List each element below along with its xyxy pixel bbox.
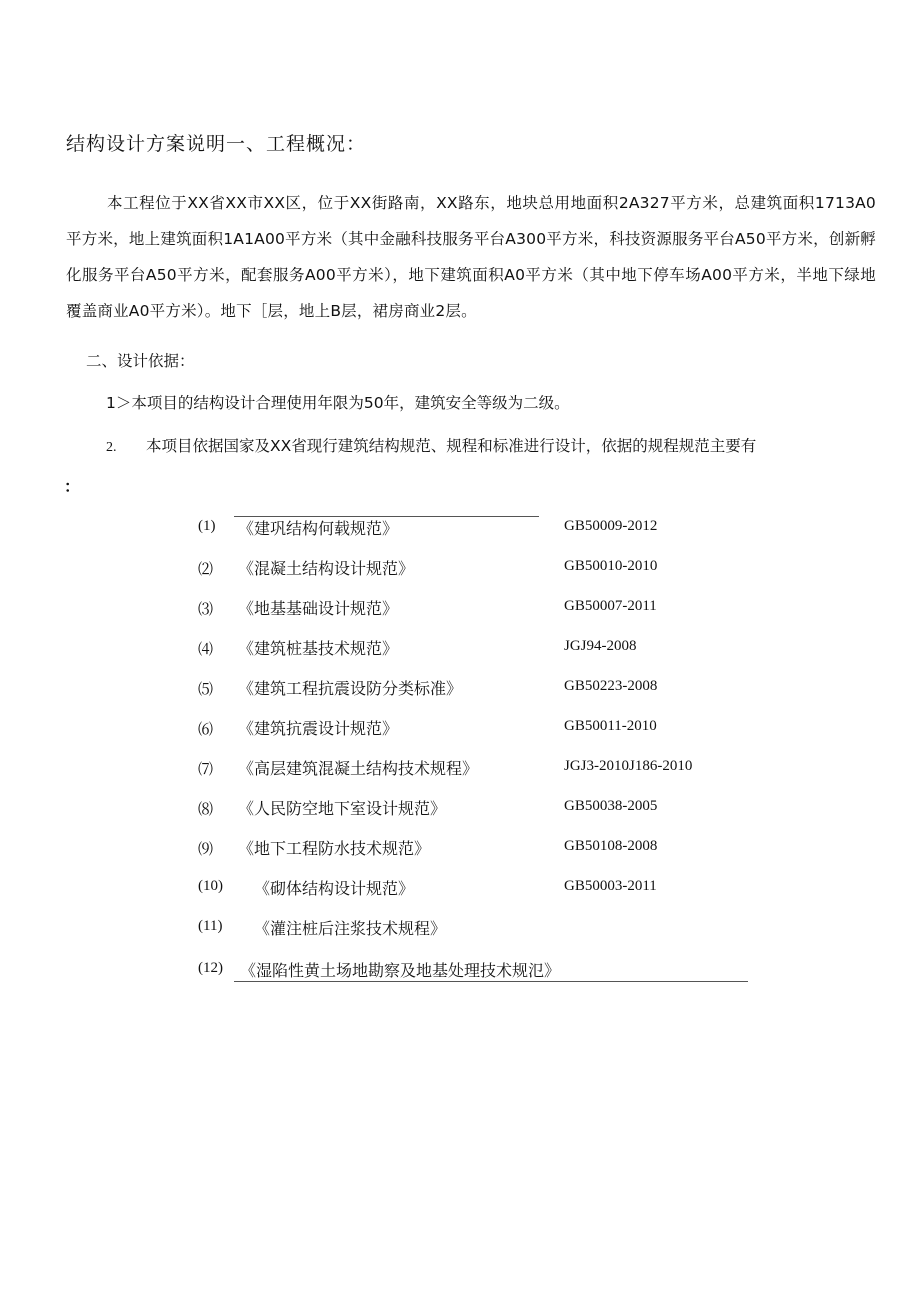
reference-row: [0, 794, 920, 824]
reference-index: (10): [198, 878, 223, 894]
reference-list-bottom-rule: [234, 981, 748, 982]
reference-index: ⑹: [198, 722, 214, 738]
reference-row: [0, 594, 920, 624]
reference-index: ⑷: [198, 642, 214, 658]
basis-item-2-number: 2.: [106, 440, 117, 455]
reference-name: 《高层建筑混凝土结构技术规程》: [238, 759, 479, 778]
reference-row: [0, 514, 920, 544]
reference-index: (12): [198, 960, 223, 976]
reference-row: [0, 554, 920, 584]
reference-row: [0, 874, 920, 904]
basis-item-2-continuation: ：: [64, 477, 81, 496]
reference-index: ⑼: [198, 842, 214, 858]
reference-row: [0, 714, 920, 744]
reference-code: GB50003-2011: [564, 878, 657, 894]
reference-code: JGJ3-2010J186-2010: [564, 758, 693, 774]
project-overview-paragraph: 本工程位于XX省XX市XX区，位于XX街路南，XX路东，地块总用地面积2A327平方米，总建筑面积1713A0平方米，地上建筑面积1A1A00平方米（其中金融科技服务平台A300平方米，科技资源服务平台A50平方米，创新孵化服务平台A50平方米，配套服务A00平方米），地下建筑面积A0平方米（其中地下停车场A00平方米，半地下绿地覆盖商业A0平方米）。地下［层，地上B层，裙房商业2层。: [66, 194, 876, 320]
reference-index: ⑻: [198, 802, 214, 818]
reference-code: GB50223-2008: [564, 678, 658, 694]
reference-code: GB50108-2008: [564, 838, 658, 854]
reference-name: 《混凝土结构设计规范》: [238, 559, 415, 578]
reference-name: 《灌注桩后注浆技术规程》: [254, 919, 447, 938]
reference-row: [0, 914, 920, 944]
reference-code: GB50009-2012: [564, 518, 658, 534]
reference-code: GB50011-2010: [564, 718, 657, 734]
reference-row: [0, 634, 920, 664]
reference-index: ⑺: [198, 762, 214, 778]
reference-code: GB50007-2011: [564, 598, 657, 614]
reference-row: [0, 754, 920, 784]
reference-name: 《人民防空地下室设计规范》: [238, 799, 447, 818]
reference-name: 《建筑桩基技术规范》: [238, 639, 399, 658]
reference-name: 《建巩结构何载规范》: [238, 519, 399, 538]
reference-index: ⑵: [198, 562, 214, 578]
section-heading-design-basis: 二、设计依据：: [86, 352, 195, 370]
reference-row: [0, 674, 920, 704]
reference-name: 《建筑抗震设计规范》: [238, 719, 399, 738]
reference-index: (11): [198, 918, 223, 934]
basis-item-1: 1＞本项目的结构设计合理使用年限为50年，建筑安全等级为二级。: [106, 394, 570, 412]
reference-name: 《地下工程防水技术规范》: [238, 839, 431, 858]
reference-name: 《地基基础设计规范》: [238, 599, 399, 618]
reference-name: 《建筑工程抗震设防分类标准》: [238, 679, 463, 698]
reference-index: ⑸: [198, 682, 214, 698]
reference-name: 《砌体结构设计规范》: [254, 879, 415, 898]
reference-code: GB50010-2010: [564, 558, 658, 574]
basis-item-2-text: 本项目依据国家及XX省现行建筑结构规范、规程和标准进行设计，依据的规程规范主要有: [146, 437, 757, 455]
reference-code: JGJ94-2008: [564, 638, 637, 654]
reference-code: GB50038-2005: [564, 798, 658, 814]
reference-index: ⑶: [198, 602, 214, 618]
reference-row: [0, 834, 920, 864]
reference-name: 《湿陷性黄土场地勘察及地基处理技术规氾》: [240, 961, 561, 980]
document-title: 结构设计方案说明一、工程概况：: [66, 133, 367, 155]
reference-index: (1): [198, 518, 216, 534]
